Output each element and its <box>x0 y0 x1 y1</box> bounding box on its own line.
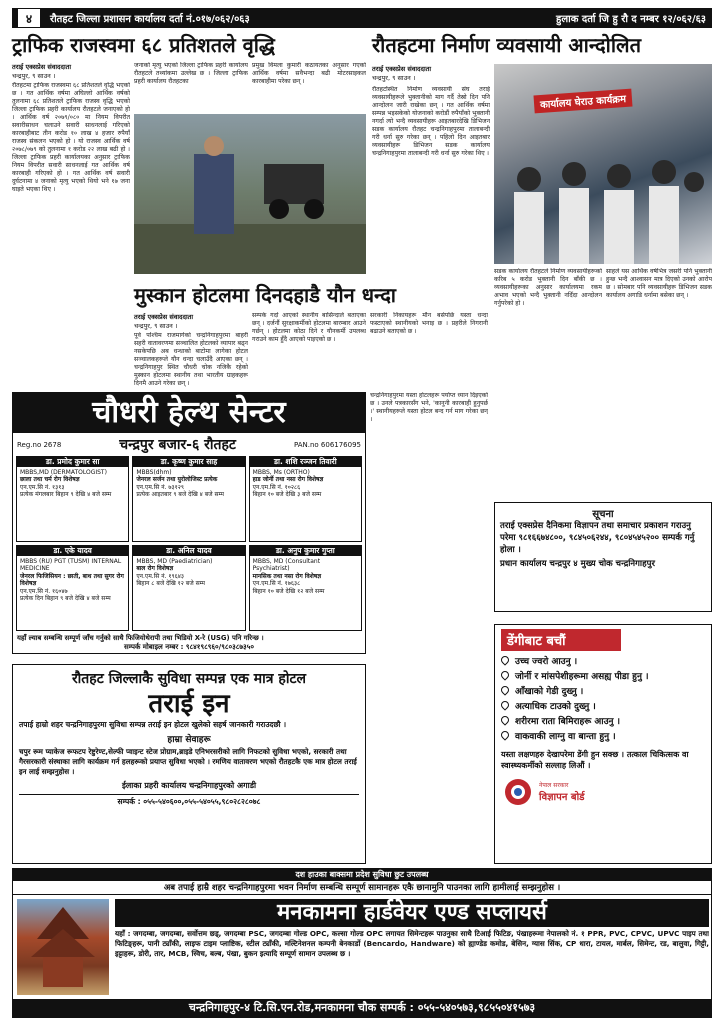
dengue-advice: यस्ता लक्षणहरु देखापरेमा डेंगी हुन सक्छ । तत्काल चिकित्सक वा स्वास्थ्यकर्मीको सल्लाह लिऔं । <box>501 750 689 770</box>
masthead-strip <box>12 8 712 28</box>
traffic-photo <box>134 114 366 274</box>
doctor-time: प्रत्येक आइतबार ९ बजे देखि ४ बजे सम्म <box>136 491 224 498</box>
gov-label: नेपाल सरकार <box>539 782 569 789</box>
doctor-specialty: हाड जोर्नी तथा नसा रोग विशेषज्ञ <box>252 476 324 483</box>
hardware-details: यहाँ : जगदम्बा, जगदम्बा, सर्वोत्तम छड्, जगदम्बा PSC, जगदम्बा गोल्ड OPC, कल्सा गोल्ड OPC लगायत सिमेन्टहरू पाउनुका साथै टिआई फिटिङ, पंखाहरूमा नेपालको नं. १ PPR, PVC, CPVC, UPVC पाइप तथा फिटिङ्हरू, पानी ट्याँकी, लाइफ टाइम प्लाष्टिक, स्टील ट्याँकी, मल्टिनेशनल कम्पनी बेनकार्डो (Bencardo, Handware) को ह्याण्डेड कमोड, बेसिन, ग्यास सिंक, CP धारा, टायल, मार्बल, सिमेन्ट, रड, बालुवा, गिट्टी, इट्टाहरू, डोरी, तार, MCB, स्विच, बल्ब, पंखा, बुकन इत्यादि सम्पूर्ण सामान उपलब्ध छ । <box>115 929 709 958</box>
doctor-specialty: बाल रोग विशेषज्ञ <box>136 565 174 572</box>
hotel-dateline: चन्द्रपुर, ९ साउन । <box>134 322 178 330</box>
tarai-inn-name: तराई इन <box>148 689 230 719</box>
traffic-col-3: प्रमुख विमला कुमारी कठायतका अनुसार गएको आर्थिक वर्षमा सवैभन्दा बढी मोटरसाइकल कारबाहीमा परेका छन् । <box>252 62 366 85</box>
hardware-contact: चन्द्रनिगाहपुर-४ टि.सि.एन.रोड,मनकामना चौक सम्पर्क : ०५५-५४०५७३,९८५५०४१५७३ <box>13 999 711 1017</box>
doctor-name: डा. अनुप कुमार गुप्ता <box>250 546 361 556</box>
doctor-specialty: छाला तथा चर्म रोग विशेषज्ञ <box>20 476 80 483</box>
protest-col-2: सडक कार्यालय रौतहटले निर्माण व्यवसायीहरूको करिब ५ करोड भुक्तानी दिन बाँकी छ । व्यवसायीहरूका अनुसार कार्यालयमा रकम अभाव भएको भन्दै भुक्तानी नदिँदा आन्दोलन गर्नुपरेको हो । <box>494 268 602 307</box>
doctor-card <box>249 456 362 542</box>
doctor-degree: MBBS, Ms (ORTHO) <box>252 468 310 476</box>
notice-office: प्रधान कार्यालय चन्द्रपुर ४ मुख्य चोक चन्द्रनिगाहपुर <box>500 559 655 569</box>
doctor-nmc: एन.एम.सि नं. १७६३८ <box>252 580 301 587</box>
dengue-gov-block <box>501 777 705 807</box>
hardware-name: मनकामना हार्डवेयर एण्ड सप्लायर्स <box>115 899 709 927</box>
doctor-card <box>16 456 129 542</box>
doctor-nmc: एन.एम.सि नं. १६०४७ <box>20 587 68 595</box>
doctor-degree: MBBS (RU) PGT (TUSM) INTERNAL MEDICINE <box>20 557 122 572</box>
doctor-name: डा. शशि रञ्जन तिवारी <box>250 457 361 467</box>
drop-icon <box>501 670 511 681</box>
drop-icon <box>501 730 511 741</box>
protest-photo <box>494 64 712 264</box>
list-item <box>501 655 705 670</box>
list-item <box>501 685 705 700</box>
registration-left: रौतहट जिल्ला प्रशासन कार्यालय दर्ता नं.०१७/०६२/०६३ <box>50 14 250 25</box>
list-item <box>501 700 705 715</box>
doctor-time: बिहान ८ बजे देखि १२ बजे सम्म <box>136 580 206 587</box>
symptom-text: उच्च ज्वरो आउनु । <box>515 657 578 667</box>
traffic-col-1: रौतहटमा ट्राफिक राजस्वमा ६८ प्रतिशतले वृद्धि भएको छ । गत आर्थिक वर्षमा अघिल्लो आर्थिक वर्षको तुलनामा ६८ प्रतिशतले ट्राफिक राजस्व वृद्धि भएको जिल्ला ट्राफिक प्रहरी कार्यालय रौतहटले जनाएको हो । आर्थिक वर्ष २०७९/०८० मा नियम विपरीत सवारीसाधन चलाउने सवारी साधनलाई गरिएको कारबाहीबाट तीन करोड १० लाख ४ हजार रुपैयाँ राजस्व संकलन भएको हो । यो राजस्व आर्थिक वर्ष २०७८/०७९ को तुलनामा १ करोड २२ लाख बढी हो । जिल्ला ट्राफिक प्रहरी कार्यालयका अनुसार ट्राफिक नियम विपरीत सवारी साधनलाई गत आर्थिक वर्ष कारबाही गरिएको हो । गत आर्थिक वर्ष सवारी दुर्घटनामा ४ जनाको मृत्यु भएको थियो भने १७ जना घाइते भएका थिए । <box>12 82 130 193</box>
doctor-specialty: मानसिक तथा नसा रोग विशेषज्ञ <box>252 572 322 580</box>
tarai-inn-tagline: रौतहट जिल्लाकै सुविधा सम्पन्न एक मात्र होटल <box>71 671 307 687</box>
doctor-grid <box>13 456 365 631</box>
tarai-inn-address: ईलाका प्रहरी कार्यालय चन्द्रनिगाहपुरको अगाडी <box>121 781 257 790</box>
protest-col-1: रौतहटस्थित निर्माण व्यवसायी संघ तराई व्यवसायीहरूले भुक्तानीको माग गर्दै तेस्रो दिन पनि आन्दोलन जारी राखेका छन् । गत आर्थिक वर्षमा सम्पन्न भइसकेको योजनाको करोडौं रुपैयाँको भुक्तानी नगर्दा त्यो भन्दै व्यवसायीहरू आइतबारदेखि डिभिजन सडक कार्यालय रौतहट चन्द्रनिगाहपुरमा तालाबन्दी गरी धर्ना सुरु गरेका छन् । पहिलो दिन आइतबार व्यवसायीहरू डिभिजन सडक कार्यालय चन्द्रनिगाहपुरमा तालाबन्दी गरी धर्ना सुरु गरेका थिए । <box>372 86 490 157</box>
doctor-name: डा. प्रमोद कुमार सा <box>17 457 128 467</box>
hotel-col-1: पूर्व पश्चिम राजमार्गको चन्द्रनिगाहपुरमा बाहरी सहरी वातावरणमा सञ्चालित होटलको व्यापार बढ्न नसकेपछि अब धन्धाको बाटोमा लागेका होटल सञ्चालकहरूले यौन धन्दा चलाउँदै आएका छन् । चन्द्रनिगाहपुर स्थित चौधरी चोक नजिकै रहेको मुस्कान होटलमा स्थानीय तथा भारतीय ग्राहकहरू दिनमै आउने गरेका छन् । <box>134 332 248 387</box>
doctor-nmc: एन.एम.सि नं. १३१३ <box>20 483 65 491</box>
traffic-col-2: जनाको मृत्यु भएको जिल्ला ट्राफिक प्रहरी कार्यालय रौतहटले तथ्यांकमा उल्लेख छ । जिल्ला ट्राफिक प्रहरी कार्यालय रौतहटका <box>134 62 248 85</box>
health-center-ad <box>12 392 366 654</box>
traffic-byline-block <box>12 62 130 80</box>
doctor-time: प्रत्येक मंगलबार बिहान ९ देखि ४ बजे सम्म <box>20 491 112 498</box>
traffic-headline: ट्राफिक राजस्वमा ६८ प्रतिशतले वृद्धि <box>12 33 275 57</box>
symptom-text: अत्याधिक टाउको दुख्नु । <box>515 702 596 712</box>
tarai-inn-ad <box>12 664 366 864</box>
hardware-strip-2: अब तपाई हाम्रै शहर चन्द्रनिगाहपुरमा भवन निर्माण सम्बन्धि सम्पूर्ण सामानहरू एकै छानामुनि पाउनका लागि हामीलाई सम्झनुहोस । <box>13 881 711 895</box>
symptom-text: वाकवाकी लाग्नु वा बान्ता हुनु । <box>515 732 616 742</box>
tarai-inn-contact: सम्पर्क : ०५५-५४०६००,०५५-५४०५५,९८०२८२८०७८ <box>19 794 359 807</box>
notice-box <box>494 502 712 612</box>
traffic-dateline: चन्द्रपुर, ९ साउन । <box>12 72 56 80</box>
doctor-name: डा. कृष्ण कुमार साह <box>133 457 244 467</box>
protest-dateline: चन्द्रपुर, ९ साउन । <box>372 74 416 82</box>
doctor-degree: MBBS, MD (Paediatrician) <box>136 557 213 565</box>
protest-col-3: साहले यस आर्थिक वर्षभित्र जसरी पनि भुक्तानी हुन्छ भन्दै आश्वासन मात्र दिएको उनको आरोप छ । सोमबार पनि व्यवसायीहरू डिभिजन सडक कार्यालय अगाडि धर्नामा बसेका छन् । <box>606 268 712 299</box>
traffic-byline: तराई एक्सप्रेस संवाददाता <box>12 63 72 71</box>
hotel-col-3: सरकारी निकायहरू मौन बसेपछि यस्ता धन्दा फस्टाएको स्थानीयको भनाइ छ । प्रहरीले निगरानी बढाउने बताएको छ । <box>370 312 488 335</box>
doctor-card <box>249 545 362 631</box>
protest-banner: कार्यालय घेराउ कार्यक्रम <box>533 89 632 114</box>
doctor-specialty: जेनरल फिजिसियन : छाती, बाथ तथा सुगर रोग विशेषज्ञ <box>20 572 124 587</box>
doctor-nmc: एन.एम.सि नं. १९६४३ <box>136 572 184 580</box>
health-pan-no: PAN.no 606176095 <box>293 440 361 449</box>
registration-right: हुलाक दर्ता जि हु रौ द नम्बर १२/०६२/६३ <box>556 14 706 25</box>
tarai-inn-services: चपुर रूम प्याकेज रूफटप रेष्टुरेण्ट,सेल्फी प्वाइन्ट स्टेज प्रोग्राम,ब्राइडे एनिभरसरीको लागि निफटको सुविधा भएको, सरकारी तथा गैरसरकारी संस्थाका लागि कार्यक्रम गर्न हलहरूको प्रयाप्त सुविधा भएको । रमणिय वातावरण भएको रौतहटकै एक मात्र होटल तराई इन लाई सम्झनुहोस । <box>19 747 357 776</box>
list-item <box>501 670 705 685</box>
doctor-nmc: एन.एम.सि नं. ७३१२९ <box>136 483 184 491</box>
doctor-name: डा. एके यादव <box>17 546 128 556</box>
protest-byline-block <box>372 64 490 82</box>
hardware-strip-top: दश हाउका बाक्समा प्रदेश सुविधा छुट उपलब्ध <box>13 869 711 881</box>
nepal-emblem-icon <box>501 777 535 807</box>
protest-crowd-illustration <box>494 64 712 264</box>
health-footer-services: यहाँ ल्याब सम्बन्धि सम्पूर्ण जाँच गर्नुको साथै फिजियोथेरापी तथा भिडियो X-रे (USG) पनि गरिन्छ । <box>17 634 264 642</box>
hardware-ad <box>12 868 712 1018</box>
hotel-byline-block <box>134 312 252 330</box>
page-number: ४ <box>18 9 40 27</box>
protest-byline: तराई एक्सप्रेस संवाददाता <box>372 65 432 73</box>
traffic-police-illustration <box>134 114 366 274</box>
list-item <box>501 715 705 730</box>
doctor-card <box>16 545 129 631</box>
health-center-name: चौधरी हेल्थ सेन्टर <box>13 393 365 433</box>
drop-icon <box>501 655 511 666</box>
hotel-byline: तराई एक्सप्रेस संवाददाता <box>134 313 194 321</box>
dengue-symptom-list <box>501 655 705 745</box>
doctor-specialty: जेनरल सर्जन तथा युरोलोजिस्ट प्रत्येक <box>136 476 218 483</box>
health-reg-no: Reg.no 2678 <box>17 440 62 449</box>
symptom-text: आँखाको गेडी दुख्नु । <box>515 687 584 697</box>
doctor-time: प्रत्येक दिन बिहान ९ बजे देखि ४ बजे सम्म <box>20 595 111 602</box>
hotel-col-2: सम्पर्क गर्दा आएको स्थानीय बासिन्दाले बताएका छन् । दर्जनौं सुरक्षाकर्मीको होटलमा बारम्बार आउने गर्छन् । होटलमा कोठा दिने र यौनकर्मी उपलब्ध गराउने काम हुँदै आएको पाइएको छ । <box>252 312 366 343</box>
drop-icon <box>501 700 511 711</box>
doctor-degree: MBBS,MD (DERMATOLOGIST) <box>20 468 107 476</box>
tarai-inn-intro: तपाई हाम्रो शहर चन्द्रनिगाहपुरमा सुविधा सम्पन्न तराई इन होटल खुलेको सहर्ष जानकारी गराउदछौ । <box>19 720 287 729</box>
doctor-time: बिहान १० बजे देखि ३ बजे सम्म <box>252 491 322 498</box>
ad-board-label: विज्ञापन बोर्ड <box>539 792 585 803</box>
health-location: चन्द्रपुर बजार-६ रौतहट <box>119 437 236 453</box>
temple-illustration <box>17 899 109 995</box>
protest-headline: रौतहटमा निर्माण व्यवसायी आन्दोलित <box>372 33 641 57</box>
tarai-inn-services-title: हाम्रा सेवाहरू <box>167 735 211 745</box>
symptom-text: शरीरमा राता बिमिराहरू आउनु । <box>515 717 621 727</box>
dengue-title: डेंगीबाट बचौं <box>501 629 621 651</box>
doctor-degree: MBBS, MD (Consultant Psychiatrist) <box>252 557 321 572</box>
dengue-ad <box>494 624 712 864</box>
doctor-card <box>132 456 245 542</box>
doctor-degree: MBBS(dhm) <box>136 468 172 476</box>
temple-photo <box>17 899 109 995</box>
list-item <box>501 730 705 745</box>
notice-title: सूचना <box>592 509 614 520</box>
notice-body: तराई एक्सप्रेस दैनिकमा विज्ञापन तथा समाचार प्रकाशन गराउनु परेमा ९८१६६७४८००, ९८४५०६२४४, ९८०४५४५२०० सम्पर्क गर्नु होला । <box>500 521 695 555</box>
hotel-headline: मुस्कान होटलमा दिनदहाडै यौन धन्दा <box>134 283 396 307</box>
drop-icon <box>501 685 511 696</box>
doctor-nmc: एन.एम.सि नं. १०२८६ <box>252 483 301 491</box>
drop-icon <box>501 715 511 726</box>
symptom-text: जोर्नी र मांसपेशीहरूमा असह्य पीडा हुनु । <box>515 672 649 682</box>
doctor-time: बिहान १० बजे देखि १२ बजे सम्म <box>252 587 325 595</box>
doctor-card <box>132 545 245 631</box>
health-footer-contact: सम्पर्क मोबाइल नम्बर : ९८४१९८९६०/९८०३८७३५० <box>124 643 254 651</box>
doctor-name: डा. अनिल यादव <box>133 546 244 556</box>
hotel-col-4: चन्द्रनिगाहपुरमा यस्ता होटलहरू पर्याप्त ध्यान दिइएको छ । उनले पत्रकारसँग भने, 'कानुनी कारबाही हुनुपर्छ ।' स्थानीयहरूले यस्ता होटल बन्द गर्न माग गरेका छन् । <box>370 392 488 423</box>
